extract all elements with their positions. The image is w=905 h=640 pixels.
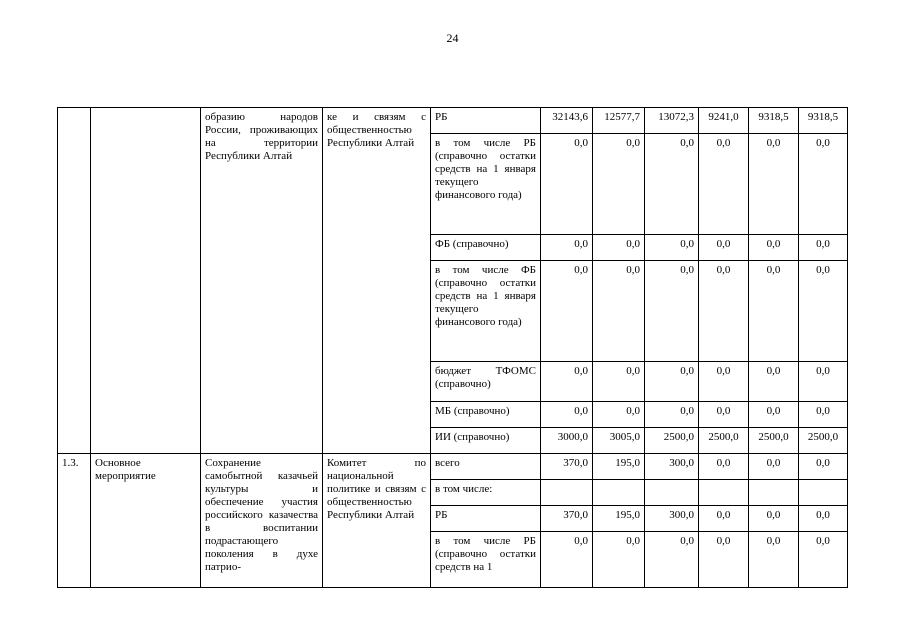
funding-value-cell: 0,0	[799, 261, 848, 362]
funding-value-cell: 2500,0	[645, 428, 699, 454]
funding-value-cell: 0,0	[799, 362, 848, 402]
funding-source-label: МБ (справочно)	[431, 402, 541, 428]
funding-value-cell: 0,0	[593, 362, 645, 402]
funding-value-cell: 13072,3	[645, 108, 699, 134]
funding-source-label: в том числе РБ (справочно остатки средств на 1 января текущего финансового года)	[431, 134, 541, 235]
funding-value-cell: 300,0	[645, 454, 699, 480]
funding-value-cell: 32143,6	[541, 108, 593, 134]
funding-value-cell: 0,0	[645, 235, 699, 261]
funding-value-cell: 0,0	[799, 454, 848, 480]
funding-value-cell: 0,0	[699, 402, 749, 428]
funding-value-cell: 300,0	[645, 506, 699, 532]
funding-value-cell: 0,0	[749, 134, 799, 235]
funding-value-cell: 0,0	[645, 134, 699, 235]
funding-value-cell: 0,0	[799, 402, 848, 428]
funding-value-cell: 0,0	[749, 402, 799, 428]
funding-value-cell: 0,0	[541, 402, 593, 428]
funding-value-cell: 0,0	[799, 134, 848, 235]
funding-value-cell: 0,0	[645, 402, 699, 428]
funding-value-cell: 0,0	[749, 506, 799, 532]
table-row	[58, 454, 848, 480]
funding-value-cell: 0,0	[749, 261, 799, 362]
funding-value-cell	[645, 480, 699, 506]
funding-source-label: в том числе РБ (справочно остатки средств на 1	[431, 532, 541, 588]
item-executor-cell: ке и связям с общественностью Республики Алтай	[323, 108, 431, 454]
funding-value-cell: 0,0	[699, 454, 749, 480]
funding-value-cell: 0,0	[699, 532, 749, 588]
funding-source-label: бюджет ТФОМС (справочно)	[431, 362, 541, 402]
funding-value-cell	[593, 480, 645, 506]
funding-value-cell: 9318,5	[749, 108, 799, 134]
funding-value-cell: 0,0	[645, 362, 699, 402]
funding-value-cell: 0,0	[541, 362, 593, 402]
funding-value-cell: 0,0	[593, 134, 645, 235]
funding-value-cell: 0,0	[645, 261, 699, 362]
budget-table	[57, 107, 848, 588]
funding-value-cell: 0,0	[541, 235, 593, 261]
funding-value-cell: 0,0	[541, 261, 593, 362]
funding-value-cell: 370,0	[541, 506, 593, 532]
funding-value-cell: 0,0	[593, 235, 645, 261]
item-executor-cell: Комитет по национальной политике и связям с общественностью Республики Алтай	[323, 454, 431, 588]
funding-value-cell: 3005,0	[593, 428, 645, 454]
funding-value-cell: 0,0	[699, 362, 749, 402]
funding-value-cell: 2500,0	[699, 428, 749, 454]
funding-value-cell: 0,0	[593, 261, 645, 362]
funding-value-cell: 0,0	[749, 454, 799, 480]
funding-value-cell: 370,0	[541, 454, 593, 480]
funding-value-cell: 0,0	[749, 532, 799, 588]
item-number-cell: 1.3.	[58, 454, 91, 588]
funding-value-cell: 0,0	[699, 261, 749, 362]
funding-value-cell: 0,0	[699, 235, 749, 261]
funding-value-cell	[799, 480, 848, 506]
funding-value-cell: 0,0	[749, 362, 799, 402]
funding-source-label: всего	[431, 454, 541, 480]
funding-value-cell: 0,0	[645, 532, 699, 588]
page-number: 24	[446, 31, 459, 45]
table-row	[58, 108, 848, 134]
funding-source-label: ФБ (справочно)	[431, 235, 541, 261]
funding-value-cell: 2500,0	[749, 428, 799, 454]
funding-value-cell: 0,0	[541, 134, 593, 235]
item-goal-cell: Сохранение самобытной казачьей культуры и обеспечение участия российского казачества в воспитании подрастающего поколения в духе патрио-	[201, 454, 323, 588]
funding-source-label: в том числе ФБ (справочно остатки средств на 1 января текущего финансового года)	[431, 261, 541, 362]
funding-value-cell: 0,0	[699, 506, 749, 532]
funding-value-cell: 2500,0	[799, 428, 848, 454]
funding-value-cell: 3000,0	[541, 428, 593, 454]
item-number-cell	[58, 108, 91, 454]
funding-value-cell: 0,0	[749, 235, 799, 261]
funding-value-cell	[699, 480, 749, 506]
funding-source-label: ИИ (справочно)	[431, 428, 541, 454]
funding-source-label: в том числе:	[431, 480, 541, 506]
funding-value-cell: 0,0	[799, 532, 848, 588]
funding-value-cell: 0,0	[799, 506, 848, 532]
funding-value-cell: 9241,0	[699, 108, 749, 134]
funding-value-cell: 0,0	[699, 134, 749, 235]
funding-value-cell: 195,0	[593, 506, 645, 532]
funding-value-cell: 12577,7	[593, 108, 645, 134]
funding-value-cell: 0,0	[593, 532, 645, 588]
funding-source-label: РБ	[431, 506, 541, 532]
funding-value-cell: 195,0	[593, 454, 645, 480]
item-kind-cell: Основное мероприятие	[91, 454, 201, 588]
item-goal-cell: образию народов России, проживающих на территории Республики Алтай	[201, 108, 323, 454]
funding-value-cell: 0,0	[593, 402, 645, 428]
funding-value-cell	[749, 480, 799, 506]
item-kind-cell	[91, 108, 201, 454]
funding-value-cell: 0,0	[541, 532, 593, 588]
funding-value-cell	[541, 480, 593, 506]
funding-source-label: РБ	[431, 108, 541, 134]
funding-value-cell: 9318,5	[799, 108, 848, 134]
funding-value-cell: 0,0	[799, 235, 848, 261]
